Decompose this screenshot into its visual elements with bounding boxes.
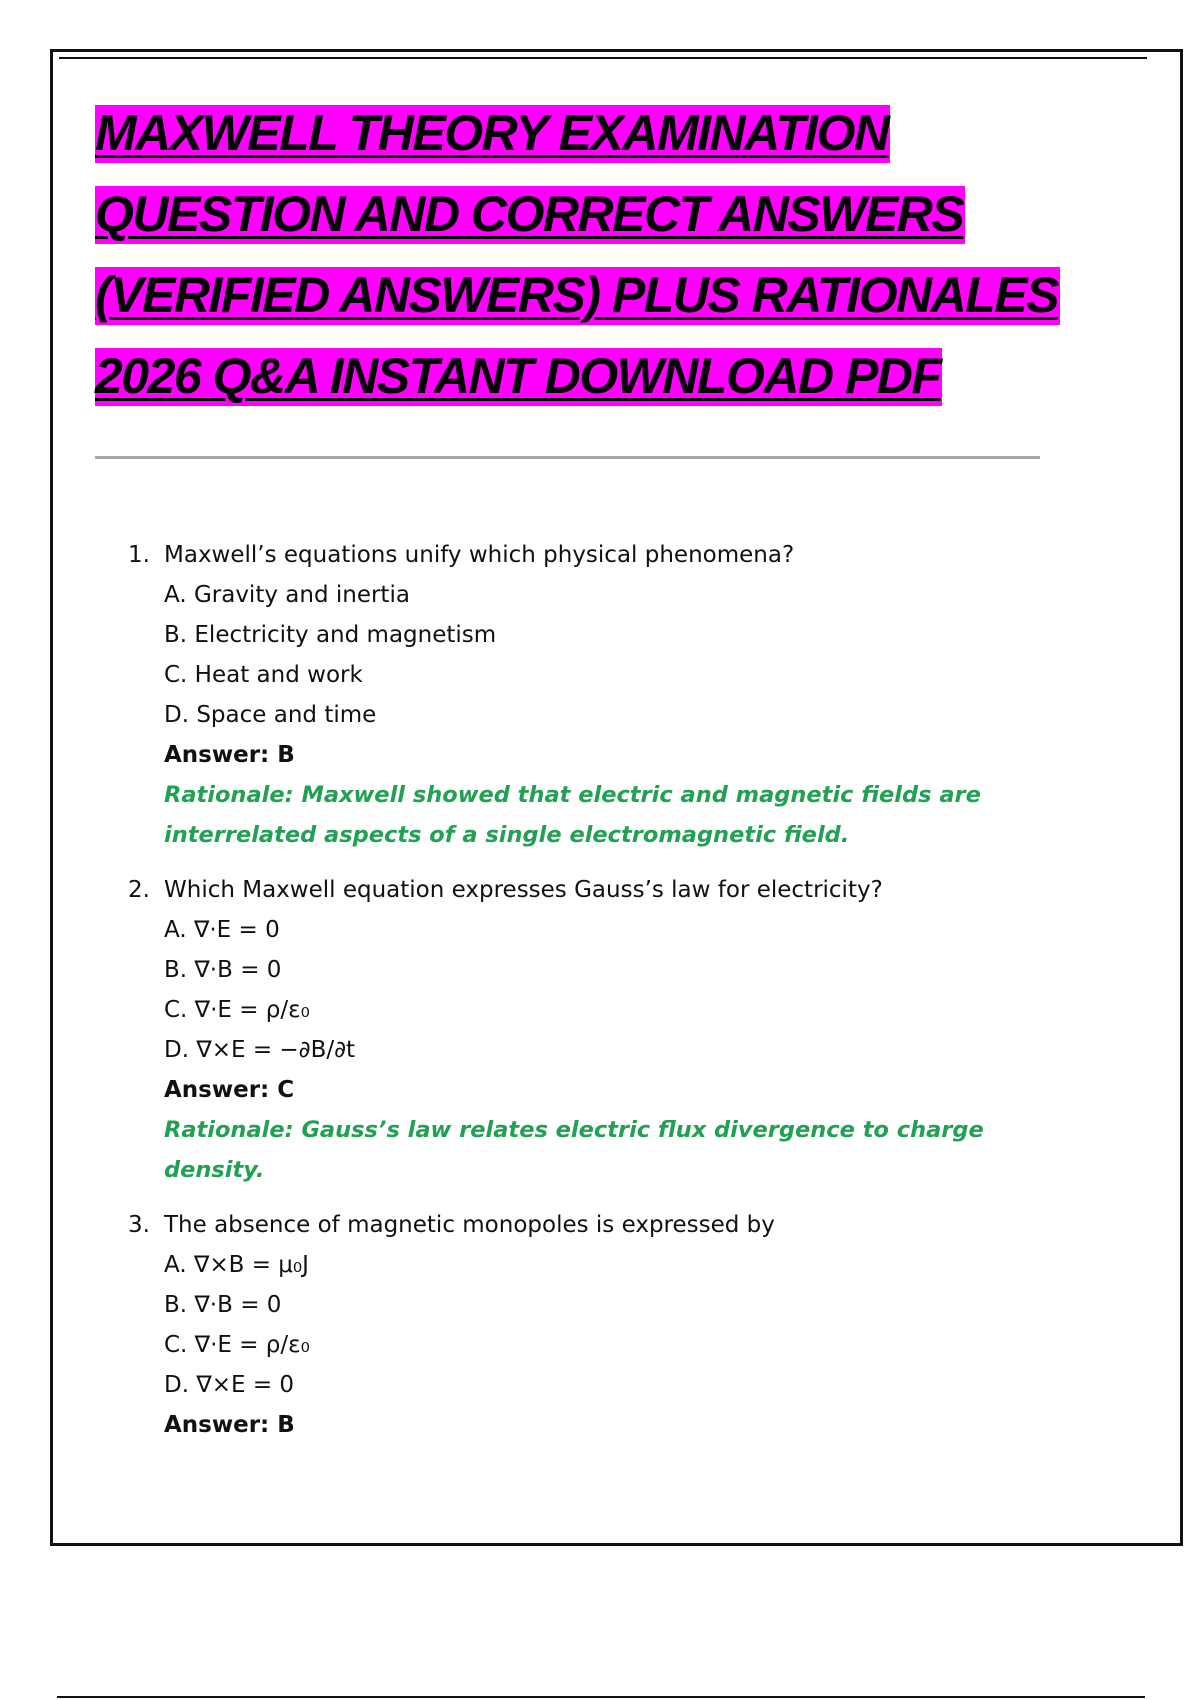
title-line-3: (VERIFIED ANSWERS) PLUS RATIONALES [95,267,1058,323]
question-stem [128,1205,1078,1245]
option-d: D. ∇×E = 0 [164,1372,295,1398]
question-stem [128,870,1078,910]
answer: Answer: C [164,1077,295,1103]
section-divider [95,456,1040,459]
question-2 [128,870,1078,1190]
question-1 [128,535,1078,855]
option-c: C. ∇·E = ρ/ε₀ [164,1332,310,1358]
question-text: Which Maxwell equation expresses Gauss’s law for electricity? [164,877,883,903]
option-b: B. ∇·B = 0 [164,1292,282,1318]
question-text: The absence of magnetic monopoles is expressed by [164,1212,775,1238]
title-line-1: MAXWELL THEORY EXAMINATION [95,105,889,161]
option-c: C. Heat and work [164,662,363,688]
question-text: Maxwell’s equations unify which physical phenomena? [164,542,795,568]
rationale: Rationale: Gauss’s law relates electric flux divergence to charge density. [164,1117,984,1183]
option-d: D. Space and time [164,702,377,728]
question-3 [128,1205,1078,1445]
option-d: D. ∇×E = −∂B/∂t [164,1037,356,1063]
question-stem [128,535,1078,575]
top-rule [59,57,1147,59]
question-number: 1. [128,542,150,568]
question-list [128,535,1078,1460]
option-b: B. Electricity and magnetism [164,622,497,648]
option-c: C. ∇·E = ρ/ε₀ [164,997,310,1023]
question-number: 2. [128,877,150,903]
option-b: B. ∇·B = 0 [164,957,282,983]
option-a: A. ∇·E = 0 [164,917,280,943]
option-a: A. Gravity and inertia [164,582,410,608]
title-line-2: QUESTION AND CORRECT ANSWERS [95,186,964,242]
bottom-rule [57,1696,1145,1698]
question-number: 3. [128,1212,150,1238]
rationale: Rationale: Maxwell showed that electric and magnetic fields are interrelated aspects of a single electromagnetic field. [164,782,981,848]
answer: Answer: B [164,742,295,768]
document-title [95,93,1060,417]
option-a: A. ∇×B = μ₀J [164,1252,309,1278]
answer: Answer: B [164,1412,295,1438]
title-line-4: 2026 Q&A INSTANT DOWNLOAD PDF [95,348,941,404]
